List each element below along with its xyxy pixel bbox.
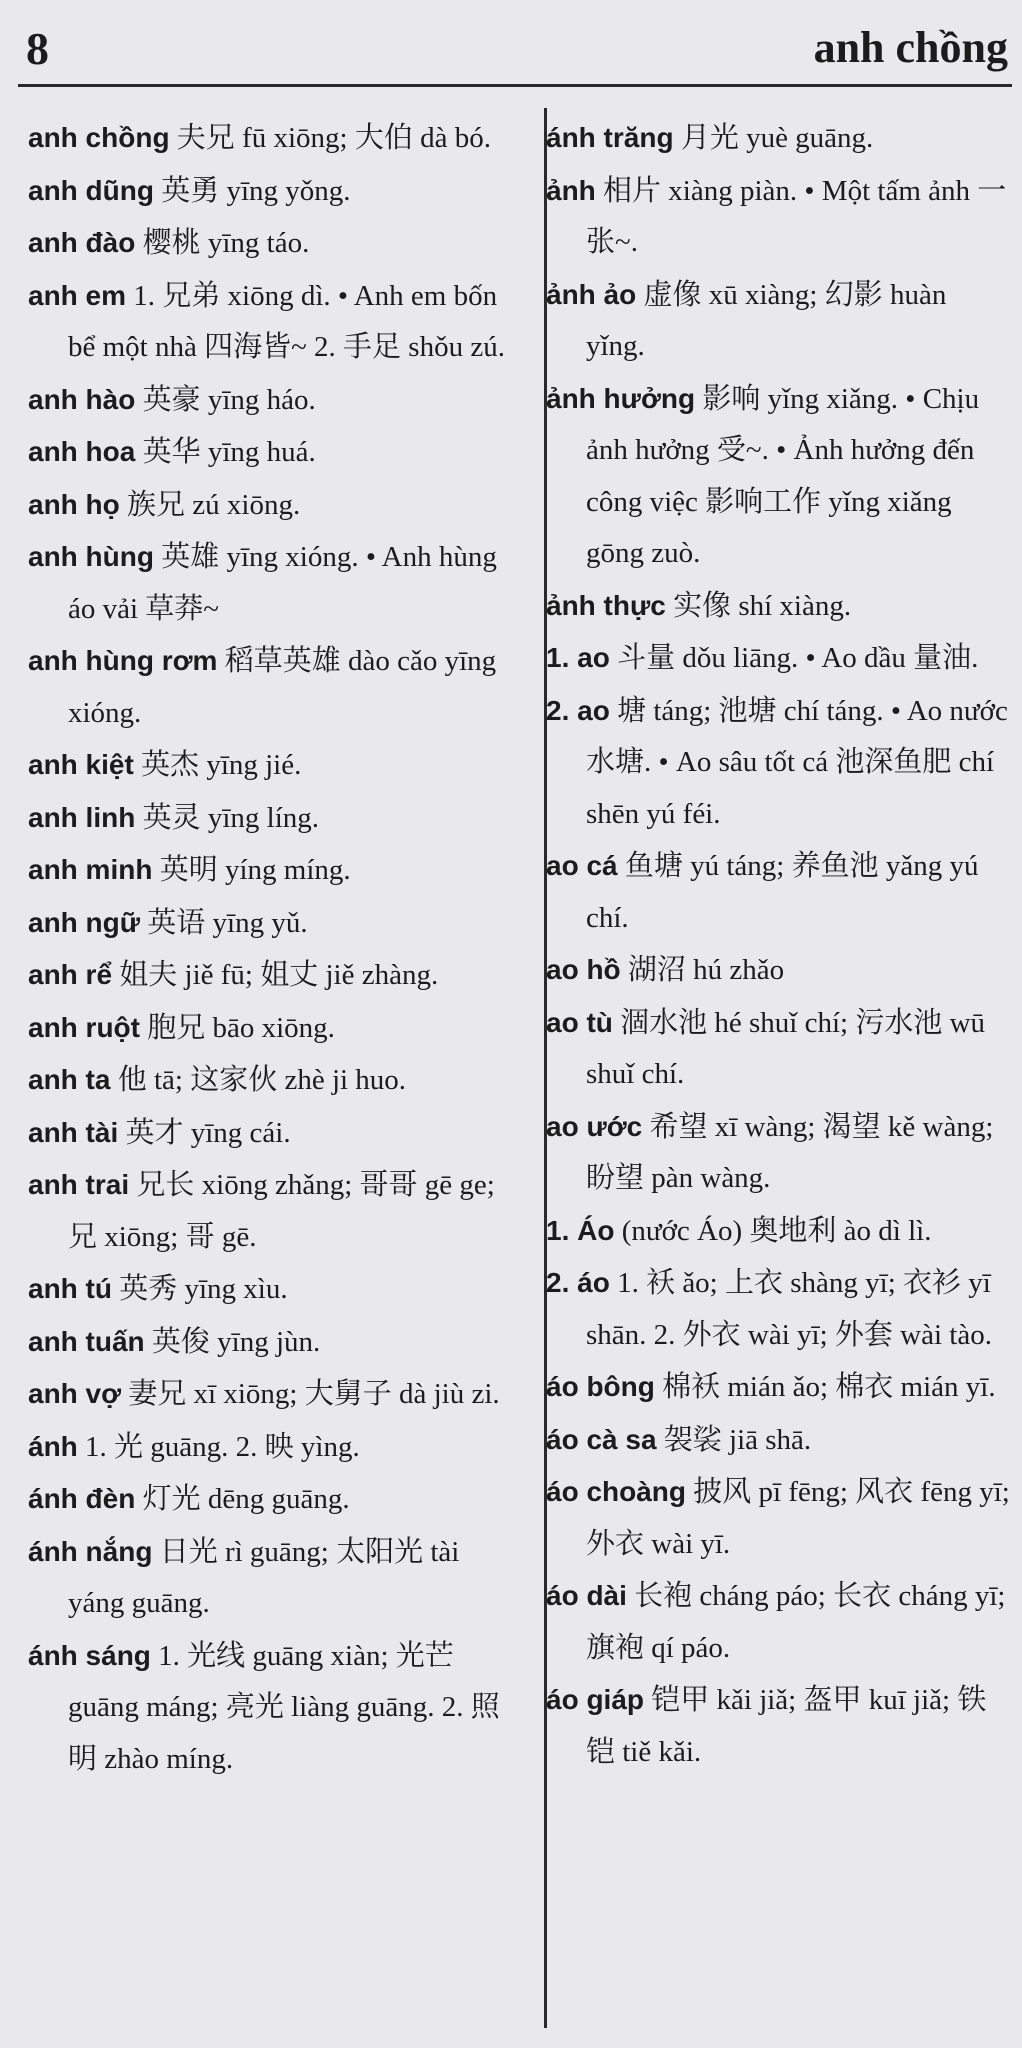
dictionary-entry xyxy=(28,1421,520,1474)
dictionary-entry xyxy=(28,374,520,427)
entry-definition: 灯光 dēng guāng. xyxy=(142,1483,350,1515)
entry-headword: anh dũng xyxy=(28,174,154,206)
entry-headword: anh chồng xyxy=(28,122,170,153)
entry-definition: 虚像 xū xiàng; 幻影 huàn yǐng. xyxy=(586,278,947,362)
dictionary-entry xyxy=(28,1526,520,1630)
entry-headword: anh tú xyxy=(28,1273,112,1304)
entry-headword: 2. áo xyxy=(546,1267,610,1298)
entry-definition: 樱桃 yīng táo. xyxy=(142,227,310,259)
entry-headword: anh hoa xyxy=(28,436,136,467)
entry-definition: 他 tā; 这家伙 zhè ji huo. xyxy=(117,1064,407,1096)
right-column xyxy=(546,112,1012,1778)
entry-definition: 英雄 yīng xióng. • Anh hùng áo vải 草莽~ xyxy=(68,541,497,625)
entry-definition: 英才 yīng cái. xyxy=(125,1116,291,1149)
entry-headword: anh đào xyxy=(28,227,136,258)
entry-headword: áo giáp xyxy=(546,1684,645,1715)
entry-headword: ánh đèn xyxy=(28,1483,136,1514)
dictionary-entry xyxy=(28,949,520,1002)
entry-definition: 月光 yuè guāng. xyxy=(680,122,874,154)
dictionary-entry xyxy=(28,1107,520,1160)
entry-definition: 鱼塘 yú táng; 养鱼池 yǎng yú chí. xyxy=(586,850,979,934)
dictionary-entry xyxy=(28,844,520,897)
entry-definition: 1. 光 guāng. 2. 映 yìng. xyxy=(85,1430,360,1463)
entry-definition: 英华 yīng huá. xyxy=(142,436,316,468)
entry-definition: 袈裟 jiā shā. xyxy=(663,1423,812,1456)
entry-headword: anh tài xyxy=(28,1116,119,1148)
entry-headword: anh rể xyxy=(28,959,113,990)
dictionary-entry xyxy=(546,1257,1012,1361)
dictionary-entry xyxy=(28,1368,520,1421)
entry-definition: 棉袄 mián ǎo; 棉衣 mián yī. xyxy=(662,1371,996,1403)
entry-definition: 英语 yīng yǔ. xyxy=(147,906,308,939)
entry-definition: 1. 兄弟 xiōng dì. • Anh em bốn bể một nhà 四海皆~ 2. 手足 shǒu zú. xyxy=(68,279,505,363)
dictionary-entry xyxy=(546,112,1012,165)
entry-headword: 2. ao xyxy=(546,694,610,726)
dictionary-entry xyxy=(28,112,520,165)
entry-headword: ánh sáng xyxy=(28,1639,151,1671)
entry-definition: 实像 shí xiàng. xyxy=(673,589,852,622)
dictionary-entry xyxy=(28,635,520,739)
dictionary-entry xyxy=(546,1205,1012,1258)
entry-definition: (nước Áo) 奥地利 ào dì lì. xyxy=(621,1214,932,1247)
dictionary-entry xyxy=(28,1159,520,1263)
entry-headword: anh tuấn xyxy=(28,1325,145,1357)
dictionary-entry xyxy=(546,1466,1012,1570)
page-number: 8 xyxy=(26,23,49,74)
entry-headword: anh hào xyxy=(28,383,136,415)
entry-definition: 英俊 yīng jùn. xyxy=(151,1325,321,1358)
entry-definition: 塘 táng; 池塘 chí táng. • Ao nước 水塘. • Ao sâu tốt cá 池深鱼肥 chí shēn yú féi. xyxy=(586,694,1008,830)
entry-definition: 英豪 yīng háo. xyxy=(142,383,316,416)
entry-headword: áo bông xyxy=(546,1371,655,1402)
entry-definition: 希望 xī wàng; 渴望 kě wàng; 盼望 pàn wàng. xyxy=(586,1110,994,1194)
entry-definition: 1. 袄 ǎo; 上衣 shàng yī; 衣衫 yī shān. 2. 外衣 wài yī; 外套 wài tào. xyxy=(586,1267,992,1351)
entry-headword: áo cà sa xyxy=(546,1423,657,1455)
entry-headword: ánh nắng xyxy=(28,1535,153,1567)
running-head: anh chồng xyxy=(813,23,1008,72)
entry-headword: anh ngữ xyxy=(28,906,141,938)
left-column xyxy=(28,112,520,1785)
dictionary-entry xyxy=(28,479,520,532)
entry-definition: 妻兄 xī xiōng; 大舅子 dà jiù zi. xyxy=(128,1378,500,1410)
entry-definition: 稻草英雄 dào cǎo yīng xióng. xyxy=(68,645,497,729)
entry-headword: 1. ao xyxy=(546,642,610,673)
entry-headword: áo dài xyxy=(546,1580,627,1611)
entry-definition: 英灵 yīng líng. xyxy=(142,801,319,834)
entry-headword: anh minh xyxy=(28,854,153,885)
entry-headword: 1. Áo xyxy=(546,1214,615,1246)
entry-headword: anh em xyxy=(28,279,127,311)
entry-headword: áo choàng xyxy=(546,1476,687,1507)
entry-headword: ảnh hưởng xyxy=(546,382,696,414)
entry-definition: 姐夫 jiě fū; 姐丈 jiě zhàng. xyxy=(119,959,439,991)
dictionary-entry xyxy=(28,1054,520,1107)
entry-definition: 兄长 xiōng zhǎng; 哥哥 gē ge; 兄 xiōng; 哥 gē. xyxy=(68,1169,495,1253)
dictionary-entry xyxy=(28,270,520,374)
dictionary-entry xyxy=(546,1101,1012,1205)
dictionary-entry xyxy=(28,1002,520,1055)
dictionary-entry xyxy=(546,685,1012,841)
entry-headword: anh vợ xyxy=(28,1378,122,1409)
entry-headword: anh trai xyxy=(28,1169,130,1200)
entry-headword: anh họ xyxy=(28,488,120,520)
entry-definition: 英勇 yīng yǒng. xyxy=(161,174,351,207)
dictionary-entry xyxy=(28,1473,520,1526)
entry-headword: anh kiệt xyxy=(28,749,134,780)
entry-headword: anh ta xyxy=(28,1064,111,1095)
dictionary-entry xyxy=(28,217,520,270)
entry-definition: 斗量 dǒu liāng. • Ao dầu 量油. xyxy=(617,642,979,674)
entry-headword: ảnh ảo xyxy=(546,278,637,310)
dictionary-entry xyxy=(28,897,520,950)
dictionary-entry xyxy=(546,269,1012,373)
entry-headword: ao tù xyxy=(546,1006,613,1038)
entry-headword: ánh trăng xyxy=(546,122,674,153)
page-header xyxy=(0,0,1022,92)
header-rule xyxy=(18,84,1012,87)
dictionary-entry xyxy=(546,1414,1012,1467)
dictionary-entry xyxy=(28,1630,520,1786)
entry-definition: 影响 yǐng xiǎng. • Chịu ảnh hưởng 受~. • Ảnh hưởng đến công việc 影响工作 yǐng xiǎng gōng zuò. xyxy=(586,382,980,569)
dictionary-entry xyxy=(28,165,520,218)
entry-definition: 英秀 yīng xìu. xyxy=(119,1273,288,1305)
entry-definition: 涸水池 hé shuǐ chí; 污水池 wū shuǐ chí. xyxy=(586,1006,986,1090)
entry-headword: anh hùng rơm xyxy=(28,645,218,676)
entry-headword: anh ruột xyxy=(28,1011,140,1043)
dictionary-entry xyxy=(546,944,1012,997)
entry-headword: anh hùng xyxy=(28,541,154,572)
entry-definition: 相片 xiàng piàn. • Một tấm ảnh 一张~. xyxy=(586,174,1007,258)
dictionary-entry xyxy=(546,840,1012,944)
entry-definition: 族兄 zú xiōng. xyxy=(127,488,301,521)
entry-definition: 英明 yíng míng. xyxy=(159,854,351,886)
dictionary-entry xyxy=(28,1263,520,1316)
entry-headword: ao ước xyxy=(546,1110,643,1142)
entry-definition: 披风 pī fēng; 风衣 fēng yī; 外衣 wài yī. xyxy=(586,1476,1010,1560)
entry-definition: 湖沼 hú zhǎo xyxy=(627,954,785,986)
entry-headword: ao cá xyxy=(546,850,618,881)
dictionary-entry xyxy=(28,531,520,635)
dictionary-entry xyxy=(546,1674,1012,1778)
entry-headword: ao hồ xyxy=(546,954,621,985)
entry-definition: 日光 rì guāng; 太阳光 tài yáng guāng. xyxy=(68,1535,460,1619)
dictionary-entry xyxy=(546,632,1012,685)
entry-headword: ảnh thực xyxy=(546,589,666,621)
dictionary-entry xyxy=(546,997,1012,1101)
entry-headword: anh linh xyxy=(28,801,136,833)
entry-headword: ảnh xyxy=(546,174,596,206)
dictionary-entry xyxy=(28,1316,520,1369)
entry-definition: 长袍 cháng páo; 长衣 cháng yī; 旗袍 qí páo. xyxy=(586,1580,1006,1664)
dictionary-entry xyxy=(546,1570,1012,1674)
dictionary-entry xyxy=(546,373,1012,580)
entry-definition: 夫兄 fū xiōng; 大伯 dà bó. xyxy=(176,122,491,154)
dictionary-entry xyxy=(28,792,520,845)
entry-definition: 铠甲 kǎi jiǎ; 盔甲 kuī jiǎ; 铁铠 tiě kǎi. xyxy=(586,1684,987,1768)
dictionary-entry xyxy=(546,1361,1012,1414)
entry-definition: 英杰 yīng jié. xyxy=(141,749,302,781)
entry-definition: 1. 光线 guāng xiàn; 光芒 guāng máng; 亮光 liàng guāng. 2. 照明 zhào míng. xyxy=(68,1639,500,1775)
dictionary-entry xyxy=(546,165,1012,269)
dictionary-entry xyxy=(28,426,520,479)
entry-definition: 胞兄 bāo xiōng. xyxy=(147,1011,335,1044)
entry-headword: ánh xyxy=(28,1430,78,1462)
dictionary-entry xyxy=(28,739,520,792)
dictionary-entry xyxy=(546,580,1012,633)
